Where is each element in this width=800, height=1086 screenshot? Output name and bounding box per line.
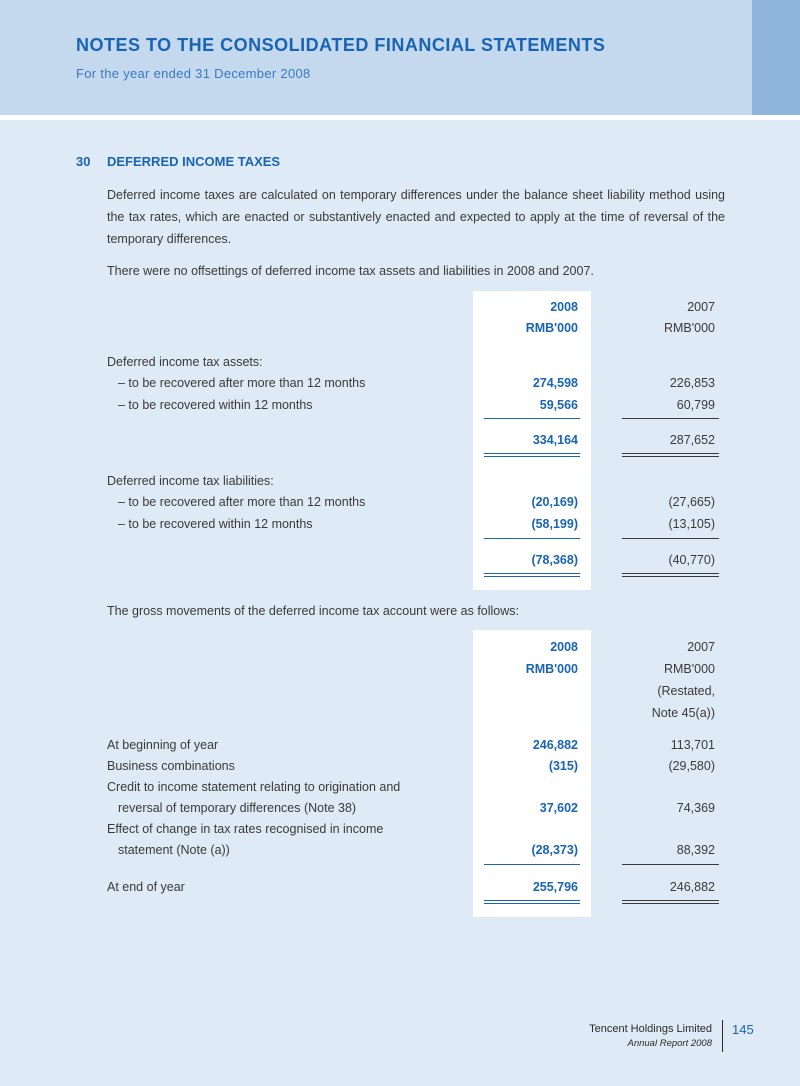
unit-2007: RMB'000 <box>663 321 715 335</box>
column-header-2008: 2008 <box>550 640 578 654</box>
value-2008: (315) <box>548 759 578 773</box>
value-2007: (13,105) <box>668 517 715 531</box>
row-label-continued: reversal of temporary differences (Note 38) <box>118 801 357 815</box>
subtotal-rule <box>484 538 580 539</box>
subtotal-rule <box>484 418 580 419</box>
value-2007: 88,392 <box>676 843 715 857</box>
value-2008: 59,566 <box>539 398 578 412</box>
row-label: – to be recovered within 12 months <box>118 398 313 412</box>
table-row <box>0 735 800 755</box>
subtotal-rule <box>622 864 719 865</box>
value-2008: 246,882 <box>532 738 578 752</box>
double-rule <box>484 573 580 577</box>
value-2008: (28,373) <box>531 843 578 857</box>
restated-note: Note 45(a)) <box>651 706 715 720</box>
total-2008: 334,164 <box>532 433 578 447</box>
row-label: Credit to income statement relating to origination and <box>107 780 401 794</box>
total-2008: (78,368) <box>531 553 578 567</box>
page-title: NOTES TO THE CONSOLIDATED FINANCIAL STATEMENTS <box>76 35 606 55</box>
value-2008: 37,602 <box>539 801 578 815</box>
paragraph-intro: Deferred income taxes are calculated on temporary differences under the balance sheet liability method using the tax rates, which are enacted or substantively enacted and expected to apply at the time of reversal of the temporary differences. <box>107 188 725 246</box>
table-row <box>0 756 800 776</box>
value-2007: 60,799 <box>676 398 715 412</box>
row-heading: Deferred income tax liabilities: <box>107 474 274 488</box>
row-label: Business combinations <box>107 759 235 773</box>
row-label: Effect of change in tax rates recognised in income <box>107 822 384 836</box>
subtotal-rule <box>484 864 580 865</box>
row-heading: Deferred income tax assets: <box>107 355 263 369</box>
table-note-row <box>0 703 800 723</box>
column-header-2007: 2007 <box>687 640 715 654</box>
table-row <box>0 352 800 372</box>
section-title: DEFERRED INCOME TAXES <box>107 154 281 169</box>
paragraph-movements: The gross movements of the deferred income tax account were as follows: <box>107 604 519 618</box>
page-header <box>0 0 800 115</box>
value-2008: (58,199) <box>531 517 578 531</box>
value-2008: 274,598 <box>532 376 578 390</box>
table-row <box>0 840 800 860</box>
table-row <box>0 471 800 491</box>
row-label: – to be recovered after more than 12 months <box>118 495 366 509</box>
restated-note: (Restated, <box>657 684 715 698</box>
table-row <box>0 798 800 818</box>
section-heading <box>76 154 280 169</box>
double-rule <box>484 900 580 904</box>
page-subtitle: For the year ended 31 December 2008 <box>76 66 311 81</box>
total-2007: 287,652 <box>669 433 715 447</box>
value-2008: (20,169) <box>531 495 578 509</box>
row-label: – to be recovered within 12 months <box>118 517 313 531</box>
value-2007: 226,853 <box>669 376 715 390</box>
unit-2008: RMB'000 <box>525 321 578 335</box>
value-2007: (27,665) <box>668 495 715 509</box>
value-2007: 74,369 <box>676 801 715 815</box>
double-rule <box>484 453 580 457</box>
double-rule <box>622 453 719 457</box>
row-label: At beginning of year <box>107 738 219 752</box>
column-header-2008: 2008 <box>550 300 578 314</box>
table-row <box>0 492 800 512</box>
table-row <box>0 819 800 839</box>
page-number: 145 <box>732 1022 754 1037</box>
total-2007: (40,770) <box>668 553 715 567</box>
paragraph-offsetting: There were no offsettings of deferred income tax assets and liabilities in 2008 and 2007. <box>107 264 594 278</box>
table-unit-row <box>0 318 800 338</box>
table-total-row <box>0 430 800 450</box>
total-2008: 255,796 <box>532 880 578 894</box>
footer-company: Tencent Holdings Limited <box>589 1023 712 1035</box>
total-2007: 246,882 <box>669 880 715 894</box>
table-note-row <box>0 681 800 701</box>
row-label: At end of year <box>107 880 185 894</box>
footer-report: Annual Report 2008 <box>627 1038 712 1049</box>
table-header-row <box>0 297 800 317</box>
header-divider <box>0 115 800 120</box>
section-number: 30 <box>76 154 91 169</box>
table-row <box>0 373 800 393</box>
table-row <box>0 395 800 415</box>
value-2007: (29,580) <box>668 759 715 773</box>
unit-2008: RMB'000 <box>525 662 578 676</box>
value-2007: 113,701 <box>670 738 715 752</box>
table-total-row <box>0 550 800 570</box>
unit-2007: RMB'000 <box>663 662 715 676</box>
table-header-row <box>0 637 800 657</box>
table-total-row <box>0 877 800 897</box>
row-label-continued: statement (Note (a)) <box>118 843 230 857</box>
double-rule <box>622 900 719 904</box>
row-label: – to be recovered after more than 12 months <box>118 376 366 390</box>
table-row <box>0 514 800 534</box>
subtotal-rule <box>622 418 719 419</box>
subtotal-rule <box>622 538 719 539</box>
double-rule <box>622 573 719 577</box>
table-row <box>0 777 800 797</box>
footer-divider <box>722 1020 723 1052</box>
table-unit-row <box>0 659 800 679</box>
header-tab <box>752 0 800 115</box>
column-header-2007: 2007 <box>687 300 715 314</box>
